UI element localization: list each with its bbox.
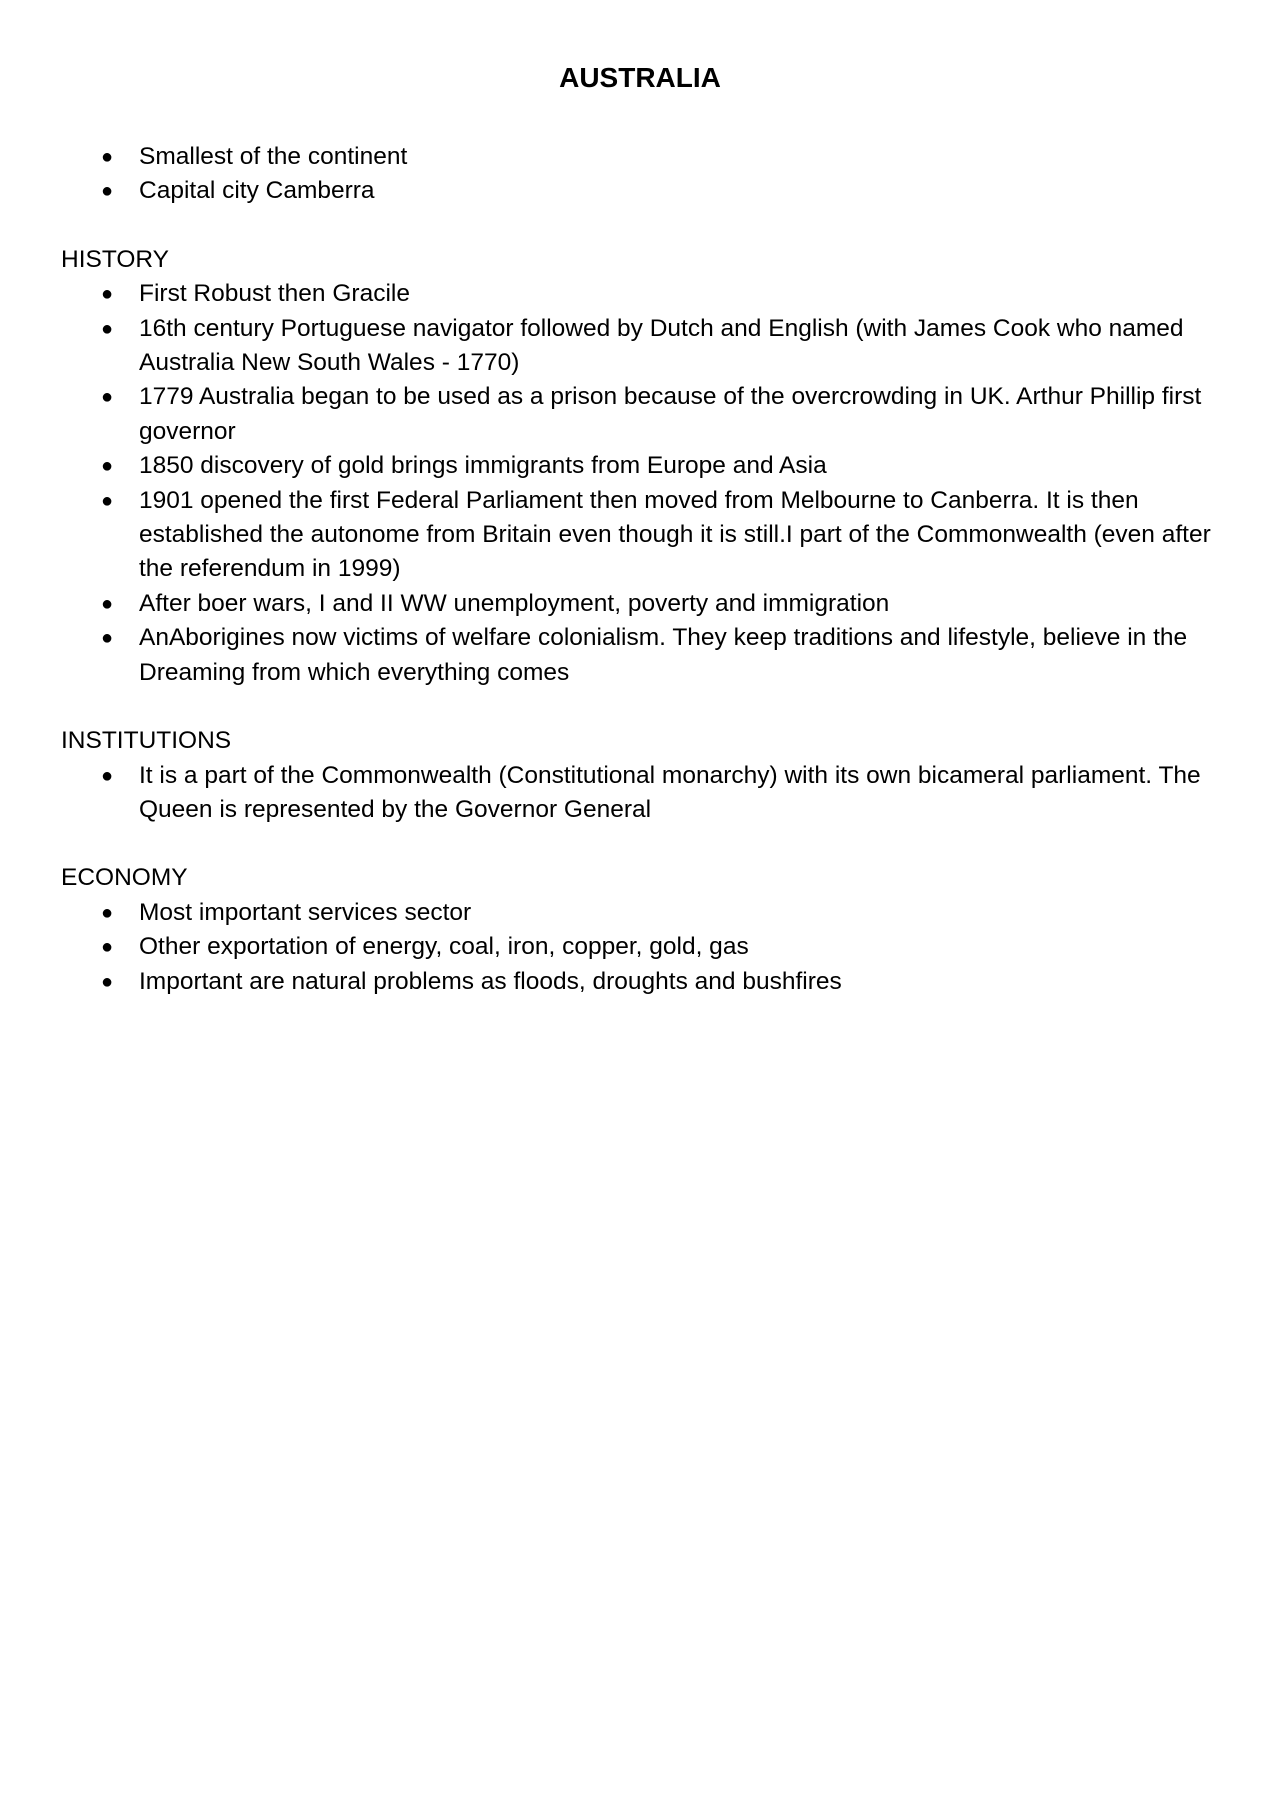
document-title: AUSTRALIA [559, 62, 721, 93]
spacer [61, 690, 1221, 724]
list-item-text: Other exportation of energy, coal, iron, copper, gold, gas [139, 933, 749, 961]
intro-list [61, 140, 1221, 209]
list-item-text: Important are natural problems as floods, droughts and bushfires [139, 967, 842, 995]
spacer [61, 827, 1221, 861]
institutions-heading: INSTITUTIONS [61, 727, 232, 755]
list-item [61, 759, 1221, 828]
list-item-text: Smallest of the continent [139, 143, 408, 170]
bullet-icon: ● [101, 627, 114, 650]
bullet-icon: ● [101, 283, 114, 306]
list-item-text: AnAborigines now victims of welfare colonialism. They keep traditions and lifestyle, believe in the Dreaming from which everything comes [139, 624, 1188, 686]
institutions-list [61, 759, 1221, 828]
list-item [61, 587, 1221, 621]
bullet-icon: ● [101, 455, 114, 478]
list-item [61, 930, 1221, 964]
list-item-text: After boer wars, I and II WW unemployment, poverty and immigration [139, 589, 890, 617]
bullet-icon: ● [101, 386, 114, 409]
list-item-text: 1850 discovery of gold brings immigrants from Europe and Asia [139, 452, 827, 480]
list-item [61, 174, 1221, 208]
list-item [61, 380, 1221, 449]
list-item [61, 277, 1221, 311]
bullet-icon: ● [101, 901, 114, 924]
list-item-text: 1779 Australia began to be used as a prison because of the overcrowding in UK. Arthur Phillip first governor [139, 383, 1202, 445]
bullet-icon: ● [101, 317, 114, 340]
list-item [61, 449, 1221, 483]
list-item-text: Capital city Camberra [139, 177, 375, 205]
economy-list [61, 896, 1221, 999]
bullet-icon: ● [101, 180, 114, 203]
bullet-icon: ● [101, 764, 114, 787]
bullet-icon: ● [101, 592, 114, 615]
economy-heading: ECONOMY [61, 864, 188, 892]
bullet-icon: ● [101, 146, 114, 168]
list-item-text: Most important services sector [139, 898, 472, 926]
history-heading: HISTORY [61, 245, 170, 273]
list-item-text: 16th century Portuguese navigator followed by Dutch and English (with James Cook who named Australia New South Wales - 1770) [139, 314, 1184, 377]
list-item [61, 621, 1221, 690]
bullet-icon: ● [101, 970, 114, 993]
bullet-icon: ● [101, 936, 114, 959]
list-item [61, 140, 1221, 174]
spacer [61, 209, 1221, 243]
list-item-text: First Robust then Gracile [139, 280, 410, 308]
bullet-icon: ● [101, 489, 114, 512]
list-item [61, 965, 1221, 999]
list-item [61, 896, 1221, 930]
list-item-text: It is a part of the Commonwealth (Constitutional monarchy) with its own bicameral parliament. The Queen is represented by the Governor General [139, 761, 1201, 823]
history-list [61, 277, 1221, 690]
document-body [61, 140, 1221, 999]
list-item [61, 484, 1221, 587]
list-item-text: 1901 opened the first Federal Parliament then moved from Melbourne to Canberra. It is then established the autonome from Britain even though it is still.I part of the Commonwealth (even after the referendum in 1999) [139, 486, 1211, 583]
list-item [61, 312, 1221, 381]
